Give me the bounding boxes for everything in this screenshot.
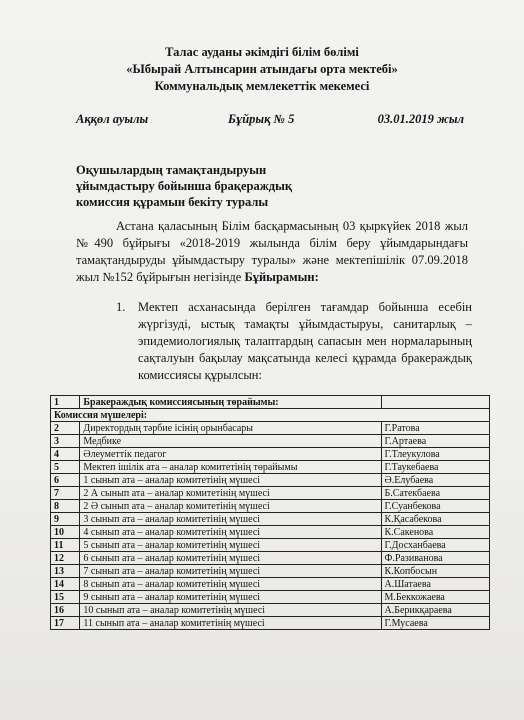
- row-role: Мектеп ішілік ата – аналар комитетінің төрайымы: [80, 461, 381, 474]
- title-line-3: комиссия құрамын бекіту туралы: [76, 195, 269, 209]
- row-person: А.Шатаева: [381, 578, 490, 591]
- table-row: [51, 591, 490, 604]
- item-number: 1.: [116, 300, 126, 314]
- row-role: 8 сынып ата – аналар комитетінің мүшесі: [80, 578, 381, 591]
- table-row: [51, 552, 490, 565]
- row-number: 12: [51, 552, 80, 565]
- row-person: М.Беккожаева: [381, 591, 490, 604]
- table-row-members-label: [51, 409, 490, 422]
- header-school-name: «Ыбырай Алтынсарин атындағы орта мектебі»: [126, 62, 398, 76]
- row-number: 10: [51, 526, 80, 539]
- row-person: Г.Мусаева: [381, 617, 490, 630]
- row-person: Г.Тлеукулова: [381, 448, 490, 461]
- row-role: 5 сынып ата – аналар комитетінің мүшесі: [80, 539, 381, 552]
- row-person: [381, 396, 490, 409]
- row-role: 1 сынып ата – аналар комитетінің мүшесі: [80, 474, 381, 487]
- committee-table: [50, 395, 490, 630]
- table-row-chair: [51, 396, 490, 409]
- row-number: 2: [51, 422, 80, 435]
- title-line-1: Оқушылардың тамақтандыруын: [76, 163, 267, 177]
- table-row: [51, 604, 490, 617]
- row-number: 9: [51, 513, 80, 526]
- row-number: 16: [51, 604, 80, 617]
- table-row: [51, 500, 490, 513]
- row-number: 1: [51, 396, 80, 409]
- row-role: Әлеуметтік педагог: [80, 448, 381, 461]
- order-number: Бұйрық № 5: [228, 112, 295, 126]
- row-person: Б.Сатекбаева: [381, 487, 490, 500]
- table-row: [51, 526, 490, 539]
- row-number: 8: [51, 500, 80, 513]
- row-person: А.Берикқараева: [381, 604, 490, 617]
- row-person: К.Копбосын: [381, 565, 490, 578]
- village-name: Аққөл ауылы: [76, 112, 149, 126]
- row-number: 15: [51, 591, 80, 604]
- table-row: [51, 461, 490, 474]
- row-number: 5: [51, 461, 80, 474]
- table-row: [51, 435, 490, 448]
- row-role: 4 сынып ата – аналар комитетінің мүшесі: [80, 526, 381, 539]
- header-department: Талас ауданы әкімдігі білім бөлімі: [165, 45, 359, 59]
- table-row: [51, 513, 490, 526]
- row-role: 10 сынып ата – аналар комитетінің мүшесі: [80, 604, 381, 617]
- order-title: [76, 162, 292, 210]
- item-text: Мектеп асханасында берілген тағамдар бойынша есебін жүргізуді, ыстық тамақты ұйымдастыруы, санитарлық – эпидемиологиялық талаптардың сапасын мен нормаларының сақталуын бақылау мақсатында келесі құрамда бракераждық комиссиясы құрылсын:: [138, 300, 472, 382]
- table-row: [51, 487, 490, 500]
- row-number: 13: [51, 565, 80, 578]
- table-row: [51, 565, 490, 578]
- row-number: 14: [51, 578, 80, 591]
- row-person: Г.Досханбаева: [381, 539, 490, 552]
- row-number: 6: [51, 474, 80, 487]
- row-role: 3 сынып ата – аналар комитетінің мүшесі: [80, 513, 381, 526]
- members-label: Комиссия мүшелері:: [51, 409, 490, 422]
- row-role: 7 сынып ата – аналар комитетінің мүшесі: [80, 565, 381, 578]
- preamble-text: Астана қаласының Білім басқармасының 03 қыркүйек 2018 жыл №490 бұйрығы «2018-2019 жылында білім беру ұйымдарындағы тамақтандыруды ұйымдастыру туралы» және мектепішілік 07.09.2018 жыл №152 бұйрығын негізінде: [76, 219, 468, 284]
- table-row: [51, 422, 490, 435]
- row-role: 9 сынып ата – аналар комитетінің мүшесі: [80, 591, 381, 604]
- row-person: Г.Таукебаева: [381, 461, 490, 474]
- row-role: Директордың тәрбие ісінің орынбасары: [80, 422, 381, 435]
- row-number: 7: [51, 487, 80, 500]
- row-role: 2 А сынып ата – аналар комитетінің мүшесі: [80, 487, 381, 500]
- row-person: Г.Артаева: [381, 435, 490, 448]
- row-role: Медбике: [80, 435, 381, 448]
- order-item-1: [116, 299, 472, 384]
- row-role: 2 Ә сынып ата – аналар комитетінің мүшесі: [80, 500, 381, 513]
- row-role: 11 сынып ата – аналар комитетінің мүшесі: [80, 617, 381, 630]
- header-institution-type: Коммунальдық мемлекеттік мекемесі: [154, 79, 370, 93]
- row-role: 6 сынып ата – аналар комитетінің мүшесі: [80, 552, 381, 565]
- row-person: К.Сакенова: [381, 526, 490, 539]
- order-date: 03.01.2019 жыл: [377, 112, 464, 126]
- row-number: 11: [51, 539, 80, 552]
- table-row: [51, 448, 490, 461]
- table-row: [51, 539, 490, 552]
- row-person: Г.Суанбекова: [381, 500, 490, 513]
- table-row: [51, 578, 490, 591]
- row-person: Ф.Разиванова: [381, 552, 490, 565]
- row-number: 3: [51, 435, 80, 448]
- title-line-2: ұйымдастыру бойынша брақераждық: [76, 179, 293, 193]
- row-person: К.Қасабекова: [381, 513, 490, 526]
- table-row: [51, 617, 490, 630]
- table-row: [51, 474, 490, 487]
- row-number: 17: [51, 617, 80, 630]
- row-person: Г.Ратова: [381, 422, 490, 435]
- row-role: Бракераждық комиссиясының төрайымы:: [80, 396, 381, 409]
- preamble-emphasis: Бұйырамын:: [244, 270, 319, 284]
- row-number: 4: [51, 448, 80, 461]
- document-header: [0, 44, 524, 95]
- preamble-paragraph: [76, 218, 468, 286]
- row-person: Ә.Елубаева: [381, 474, 490, 487]
